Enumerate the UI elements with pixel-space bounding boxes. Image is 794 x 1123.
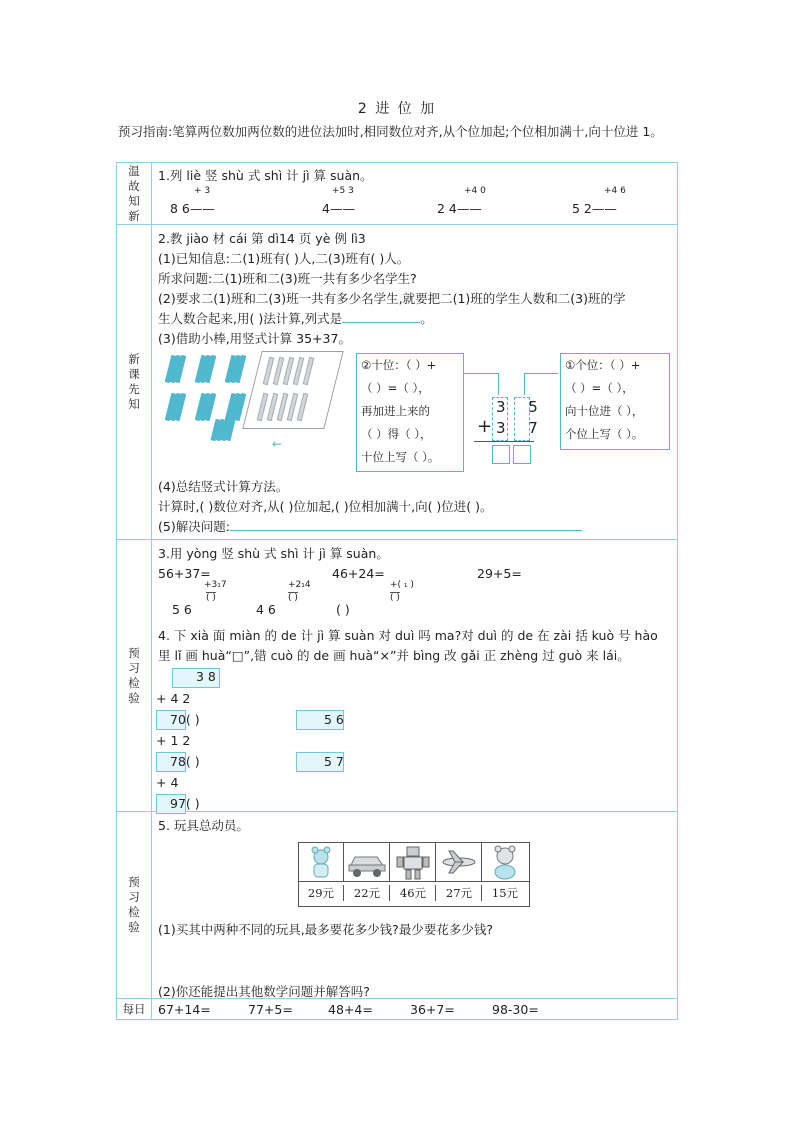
q5-prompt: 5. 玩具总动员。 [158,818,249,833]
q1-prompt: 1.列 liè 竖 shù 式 shì 计 jì 算 suàn。 [158,168,373,183]
q2-prompt: 2.教 jiào 材 cái 第 dì14 页 yè 例 lì3 [158,231,366,246]
q3-prompt: 3.用 yòng 竖 shù 式 shì 计 jì 算 suàn。 [158,546,389,561]
answer-ones-box[interactable] [513,445,531,464]
worksheet-table [116,162,678,1020]
toy-price-5: 15元 [491,886,519,900]
toy-price-table [298,842,530,907]
toy-price-2: 22元 [345,885,390,901]
robot-icon [391,843,436,881]
airplane-icon [437,843,482,881]
section-label-check-1: 预习检验 [117,540,152,812]
toy-car-icon [345,843,390,881]
tens-place-box: ②十位：（ ）+ （ ）=（ ）， 再加进上来的 （ ）得（ ）， 十位上写（ ）。 [356,353,464,472]
study-guide: 预习指南:笔算两位数加两位数的进位法加时,相同数位对齐,从个位加起;个位相加满十,向十位进 1。 [118,124,663,139]
toy-price-1: 29元 [299,885,344,901]
ones-place-box: ①个位：（ ）+ （ ）=（ ）， 向十位进（ ）， 个位上写（ ）。 [560,353,670,450]
vertical-addend-2: 3 7 [496,419,547,437]
vertical-addend-1: 3 5 [496,398,547,416]
section-label-review: 温故知新 [117,163,152,225]
expression-blank[interactable] [342,310,420,323]
bear-doll-icon [299,843,344,881]
section-label-daily: 每日 [117,999,152,1020]
q4-prompt-line2: 里 lǐ 画 huà“□”,错 cuò 的 de 画 huà“×”并 bìng 改 gǎi 正 zhèng 过 guò 来 lái。 [158,648,630,663]
check-cell-1: 3.用 yòng 竖 shù 式 shì 计 jì 算 suàn。 56+37= 46+24= 29+5= +3₁7 ( ) 5 6 +2₁4 ( ) 4 6 +( ₁ ) ( ) ( ) 4. 下 xià 面 miàn 的 de 计 jì 算 suàn 对 duì 吗 ma?对 duì 的 de 在 zài 括 kuò 号 hào 里 lǐ 画 huà“□”,错 cuò 的 de 画 huà“×”并 bìng 改 gǎi 正 zhèng 过 guò 来 lái。 3 8 + 4 2 70( ) + 1 2 78( ) + 4 97( ) 5 6 5 7 [152,540,678,812]
new-lesson-cell: 2.教 jiào 材 cái 第 dì14 页 yè 例 lì3 (1)已知信息:二(1)班有( )人,二(3)班有( )人。 所求问题:二(1)班和二(3)班一共有多少名学生? (2)要求二(1)班和二(3)班一共有多少名学生,就要把二(1)班的学生人数和二(3)班的学 生人数合起来,用( )法计算,列式是 。 (3)借助小棒,用竖式计算 35+37。 ← ②十位：（ ）+ （ ）=（ ）， 再加进上来的 （ ）得（ ）， 十位上写（ ）。 3 5 3 7 + ①个位：（ ）+ （ ）=（ ）， 向十位进（ ）， 个位上写（ ）。 (4)总结竖式计算方法。 计算时,( )数位对齐,从( )位加起,( )位相加满十,向( )位进( )。 (5)解决问题: [152,225,678,540]
section-label-new-lesson: 新课先知 [117,225,152,540]
section-label-check-2: 预习检验 [117,812,152,999]
answer-tens-box[interactable] [492,445,510,464]
q4-prompt-line1: 4. 下 xià 面 miàn 的 de 计 jì 算 suàn 对 duì 吗 ma?对 duì 的 de 在 zài 括 kuò 号 hào [158,628,658,643]
q4-answer-3[interactable]: 97( ) [170,796,200,811]
counting-sticks-illustration [156,351,336,451]
q4-answer-2[interactable]: 78( ) [170,754,200,769]
check-cell-2: 5. 玩具总动员。 29元 22元 46元 27元 15元 (1)买其中两种不同的玩具,最多要花多少钱?最少要花多少钱? (2)你还能提出其他数学问题并解答吗? [152,812,678,999]
arrow-left-icon: ← [272,437,283,451]
page-title: 2 进 位 加 [357,101,437,117]
review-cell: 1.列 liè 竖 shù 式 shì 计 jì 算 suàn。 + 3 8 6—— +5 3 4—— +4 0 2 4—— +4 6 5 2—— [152,163,678,225]
q4-answer-1[interactable]: 70( ) [170,712,200,727]
teddy-bear-icon [483,843,527,881]
plus-sign: + [477,416,493,437]
daily-cell: 67+14= 77+5= 48+4= 36+7= 98-30= [152,999,678,1020]
toy-price-4: 27元 [437,885,482,901]
solve-answer-line[interactable] [230,518,582,531]
toy-price-3: 46元 [391,885,436,901]
